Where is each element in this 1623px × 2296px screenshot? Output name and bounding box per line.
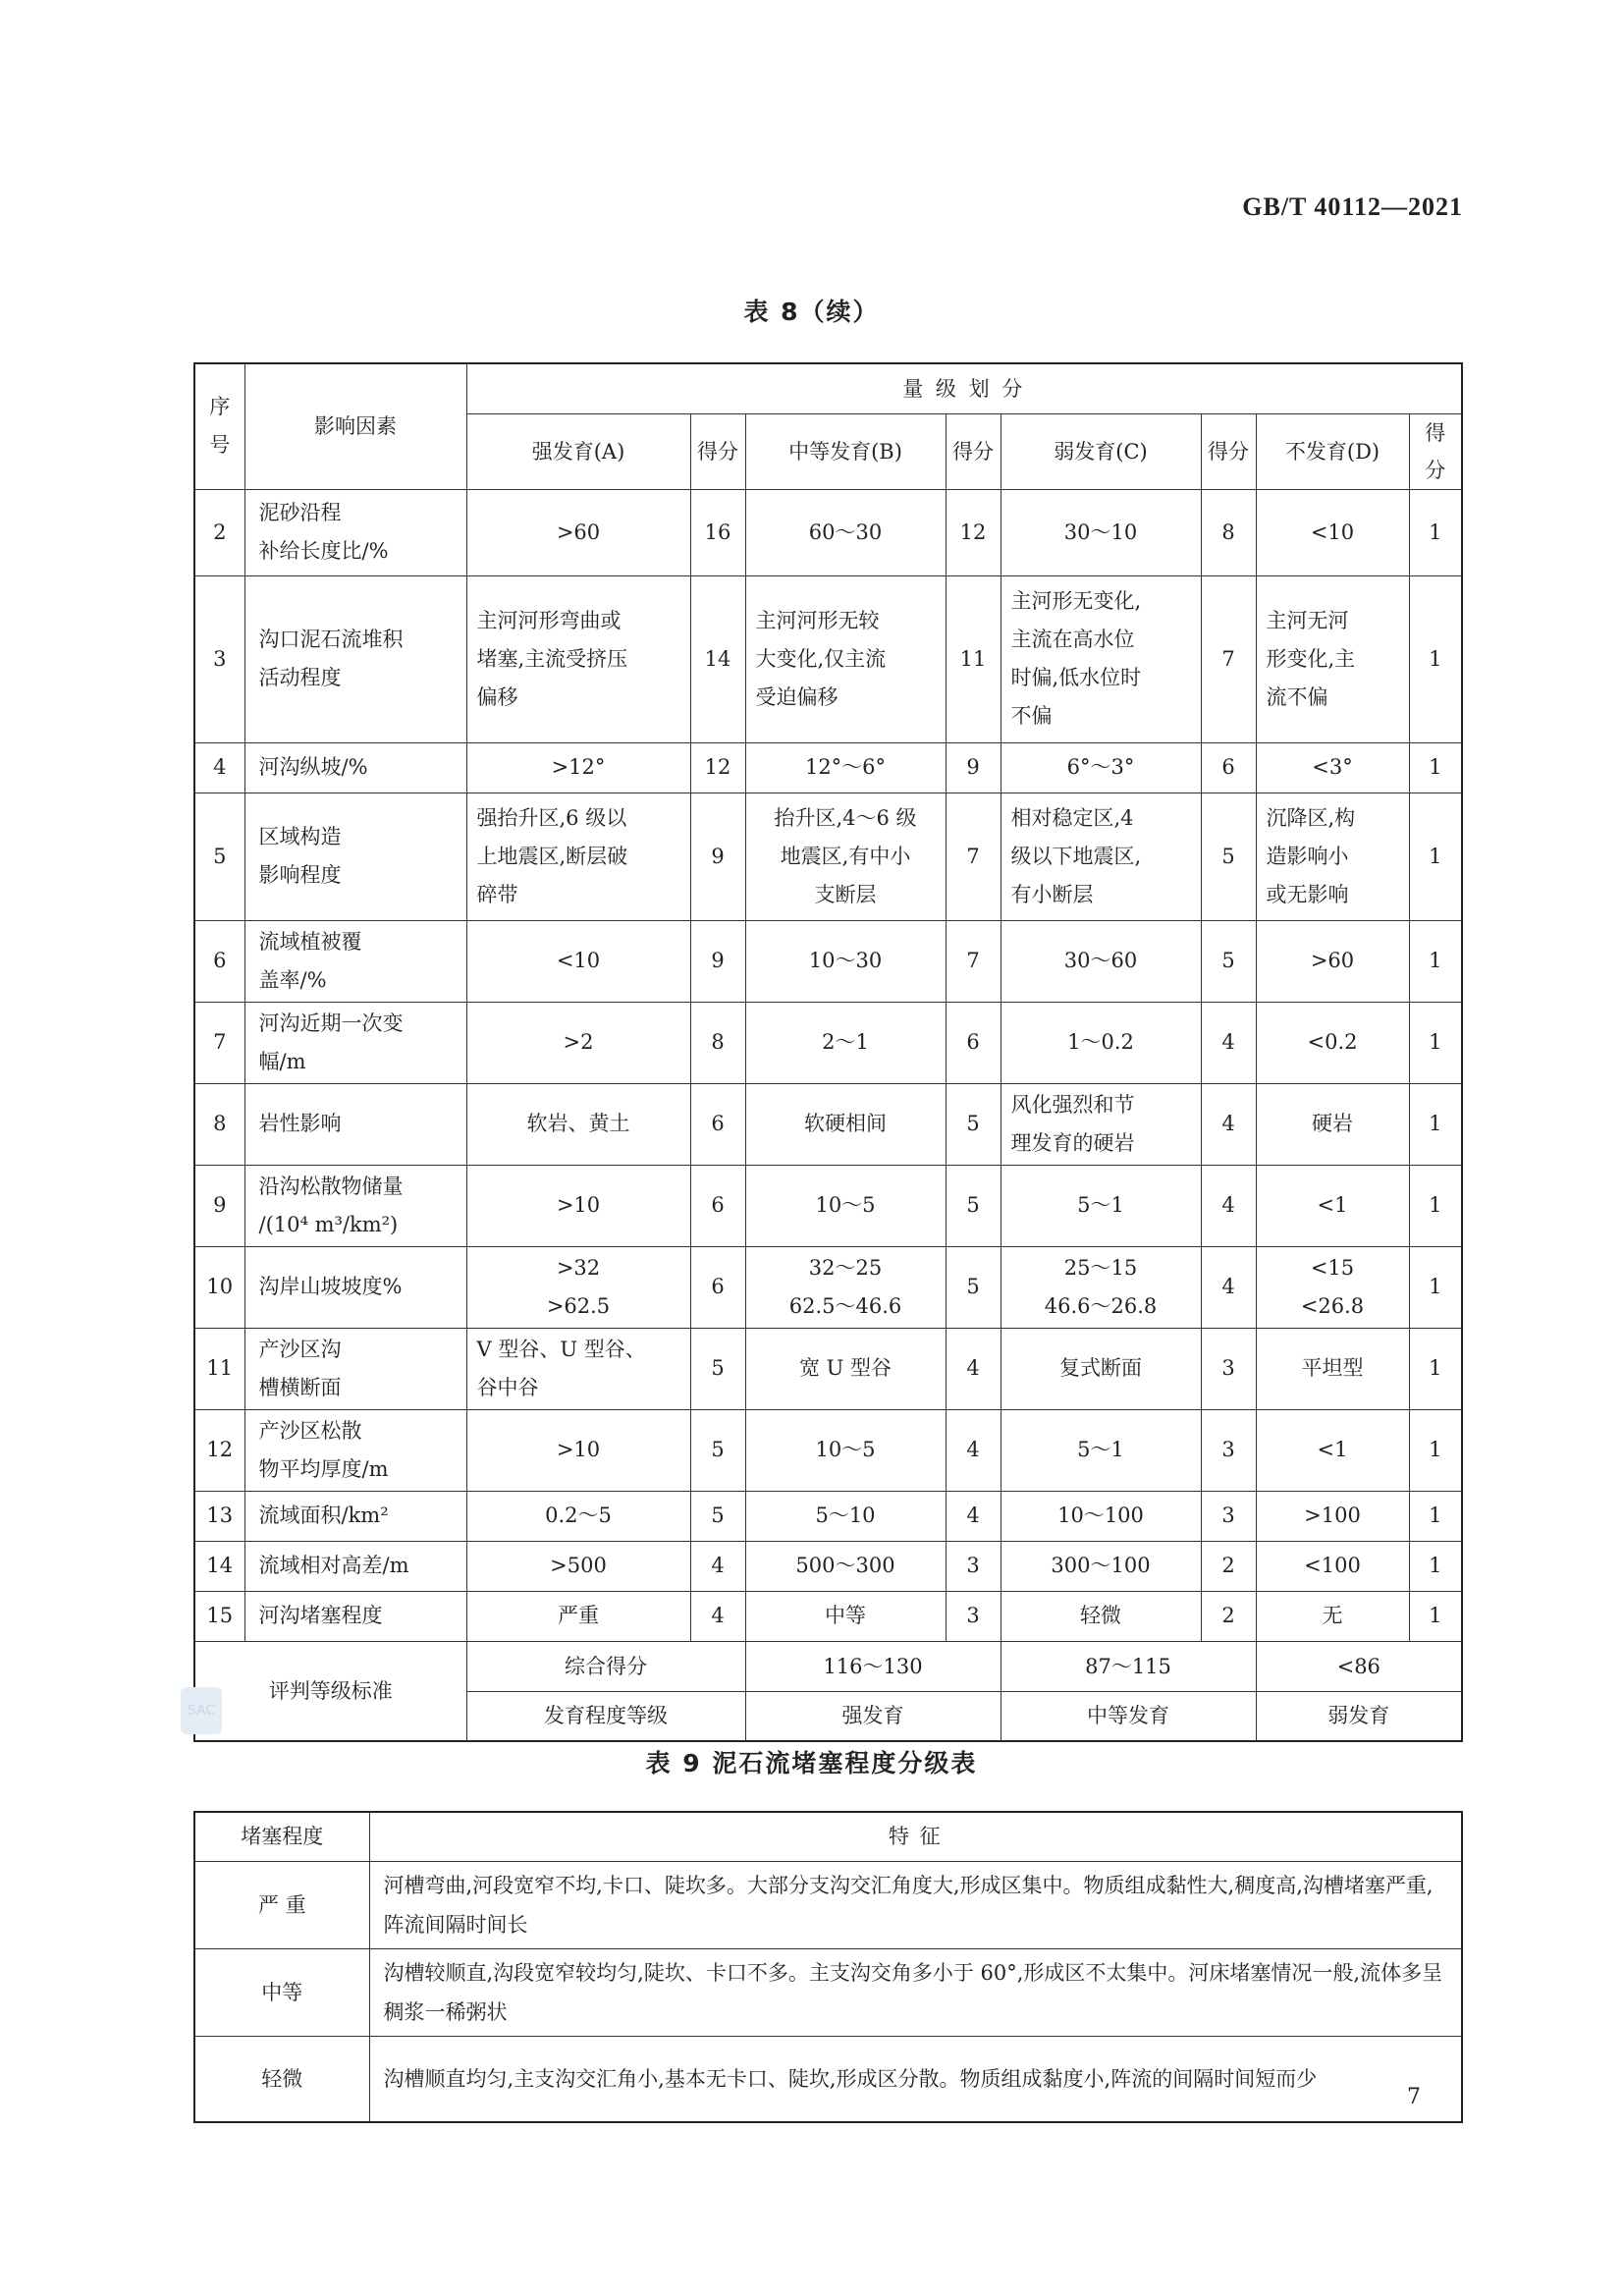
score-range-medium: 87～115 [1001, 1641, 1256, 1691]
grade-label: 发育程度等级 [466, 1691, 745, 1741]
weak-cell: 30～60 [1001, 920, 1201, 1002]
row-number: 14 [194, 1541, 244, 1591]
none-cell: 主河无河 形变化,主 流不偏 [1256, 575, 1409, 742]
score-range-strong: 116～130 [745, 1641, 1001, 1691]
factor-cell: 河沟堵塞程度 [244, 1591, 466, 1641]
score-cell: 12 [690, 742, 745, 793]
medium-cell: 5～10 [745, 1491, 946, 1541]
table8-row [194, 1409, 1462, 1491]
score-cell: 5 [690, 1491, 745, 1541]
seq-header: 序 号 [194, 363, 244, 489]
score-cell: 5 [946, 1246, 1001, 1328]
weak-cell: 复式断面 [1001, 1328, 1201, 1409]
medium-cell: 32～25 62.5～46.6 [745, 1246, 946, 1328]
score-cell: 12 [946, 489, 1001, 575]
medium-cell: 60～30 [745, 489, 946, 575]
score-cell: 4 [1201, 1083, 1256, 1165]
none-cell: <3° [1256, 742, 1409, 793]
factor-cell: 区域构造 影响程度 [244, 793, 466, 920]
blockage-degree: 轻微 [194, 2036, 369, 2122]
score-cell: 7 [946, 793, 1001, 920]
score-cell: 4 [946, 1491, 1001, 1541]
feature-header: 特 征 [369, 1812, 1462, 1861]
score-cell: 5 [690, 1409, 745, 1491]
table8 [193, 362, 1463, 1742]
score-cell: 1 [1409, 742, 1462, 793]
table8-row [194, 575, 1462, 742]
grade-medium: 中等发育 [1001, 1691, 1256, 1741]
score-cell: 11 [946, 575, 1001, 742]
medium-cell: 10～5 [745, 1165, 946, 1246]
medium-cell: 中等 [745, 1591, 946, 1641]
none-cell: >60 [1256, 920, 1409, 1002]
page-number: 7 [1407, 2085, 1421, 2109]
table9 [193, 1811, 1463, 2123]
score-cell: 7 [946, 920, 1001, 1002]
col-header-score-a: 得分 [690, 413, 745, 489]
none-cell: <100 [1256, 1541, 1409, 1591]
score-cell: 9 [690, 793, 745, 920]
score-cell: 2 [1201, 1591, 1256, 1641]
score-label: 综合得分 [466, 1641, 745, 1691]
table9-row [194, 1948, 1462, 2036]
table8-row [194, 920, 1462, 1002]
score-cell: 9 [946, 742, 1001, 793]
strong-cell: >12° [466, 742, 690, 793]
score-cell: 5 [1201, 920, 1256, 1002]
weak-cell: 相对稳定区,4 级以下地震区, 有小断层 [1001, 793, 1201, 920]
score-cell: 3 [946, 1591, 1001, 1641]
row-number: 13 [194, 1491, 244, 1541]
score-cell: 4 [946, 1409, 1001, 1491]
col-header-score-d: 得分 [1409, 413, 1462, 489]
col-header-weak: 弱发育(C) [1001, 413, 1201, 489]
row-number: 11 [194, 1328, 244, 1409]
score-cell: 4 [946, 1328, 1001, 1409]
score-cell: 4 [1201, 1246, 1256, 1328]
row-number: 10 [194, 1246, 244, 1328]
score-cell: 6 [946, 1002, 1001, 1083]
strong-cell: 0.2～5 [466, 1491, 690, 1541]
score-cell: 5 [1201, 793, 1256, 920]
score-cell: 5 [946, 1165, 1001, 1246]
medium-cell: 10～5 [745, 1409, 946, 1491]
medium-cell: 500～300 [745, 1541, 946, 1591]
score-cell: 8 [1201, 489, 1256, 575]
blockage-feature: 河槽弯曲,河段宽窄不均,卡口、陡坎多。大部分支沟交汇角度大,形成区集中。物质组成黏性大,稠度高,沟槽堵塞严重,阵流间隔时间长 [369, 1861, 1462, 1948]
row-number: 8 [194, 1083, 244, 1165]
score-cell: 1 [1409, 793, 1462, 920]
factor-cell: 流域植被覆 盖率/% [244, 920, 466, 1002]
strong-cell: >10 [466, 1165, 690, 1246]
factor-cell: 河沟纵坡/% [244, 742, 466, 793]
score-cell: 1 [1409, 1591, 1462, 1641]
strong-cell: V 型谷、U 型谷、 谷中谷 [466, 1328, 690, 1409]
medium-cell: 12°～6° [745, 742, 946, 793]
strong-cell: >32 >62.5 [466, 1246, 690, 1328]
strong-cell: >60 [466, 489, 690, 575]
score-cell: 3 [1201, 1491, 1256, 1541]
row-number: 4 [194, 742, 244, 793]
none-cell: <1 [1256, 1165, 1409, 1246]
score-cell: 1 [1409, 1246, 1462, 1328]
row-number: 15 [194, 1591, 244, 1641]
grade-strong: 强发育 [745, 1691, 1001, 1741]
score-cell: 1 [1409, 1491, 1462, 1541]
table9-row [194, 1861, 1462, 1948]
score-cell: 6 [690, 1246, 745, 1328]
strong-cell: >500 [466, 1541, 690, 1591]
table8-row [194, 1491, 1462, 1541]
medium-cell: 宽 U 型谷 [745, 1328, 946, 1409]
col-header-medium: 中等发育(B) [745, 413, 946, 489]
score-cell: 1 [1409, 575, 1462, 742]
weak-cell: 5～1 [1001, 1165, 1201, 1246]
score-cell: 4 [690, 1541, 745, 1591]
table8-row [194, 1591, 1462, 1641]
table9-row [194, 2036, 1462, 2122]
score-cell: 9 [690, 920, 745, 1002]
weak-cell: 风化强烈和节 理发育的硬岩 [1001, 1083, 1201, 1165]
table8-row [194, 1002, 1462, 1083]
score-cell: 1 [1409, 1165, 1462, 1246]
score-cell: 6 [690, 1165, 745, 1246]
strong-cell: 软岩、黄土 [466, 1083, 690, 1165]
row-number: 5 [194, 793, 244, 920]
weak-cell: 300～100 [1001, 1541, 1201, 1591]
row-number: 12 [194, 1409, 244, 1491]
blockage-degree: 中等 [194, 1948, 369, 2036]
row-number: 3 [194, 575, 244, 742]
factor-cell: 沟岸山坡坡度% [244, 1246, 466, 1328]
weak-cell: 30～10 [1001, 489, 1201, 575]
row-number: 6 [194, 920, 244, 1002]
strong-cell: <10 [466, 920, 690, 1002]
factor-cell: 流域相对高差/m [244, 1541, 466, 1591]
watermark-logo: SAC [181, 1687, 222, 1734]
weak-cell: 1～0.2 [1001, 1002, 1201, 1083]
medium-cell: 2～1 [745, 1002, 946, 1083]
score-cell: 1 [1409, 1328, 1462, 1409]
score-cell: 4 [690, 1591, 745, 1641]
score-cell: 16 [690, 489, 745, 575]
score-cell: 6 [690, 1083, 745, 1165]
score-cell: 7 [1201, 575, 1256, 742]
score-cell: 3 [1201, 1328, 1256, 1409]
blockage-feature: 沟槽顺直均匀,主支沟交汇角小,基本无卡口、陡坎,形成区分散。物质组成黏度小,阵流的间隔时间短而少 [369, 2036, 1462, 2122]
blockage-degree: 严 重 [194, 1861, 369, 1948]
factor-cell: 流域面积/km² [244, 1491, 466, 1541]
col-header-none: 不发育(D) [1256, 413, 1409, 489]
score-cell: 1 [1409, 1083, 1462, 1165]
score-cell: 14 [690, 575, 745, 742]
table8-row [194, 793, 1462, 920]
medium-cell: 软硬相间 [745, 1083, 946, 1165]
weak-cell: 10～100 [1001, 1491, 1201, 1541]
score-cell: 5 [690, 1328, 745, 1409]
degree-header: 堵塞程度 [194, 1812, 369, 1861]
weak-cell: 5～1 [1001, 1409, 1201, 1491]
none-cell: <0.2 [1256, 1002, 1409, 1083]
standard-code: GB/T 40112—2021 [1242, 192, 1463, 221]
table8-row [194, 742, 1462, 793]
standard-label: 评判等级标准 [194, 1641, 466, 1741]
factor-cell: 产沙区松散 物平均厚度/m [244, 1409, 466, 1491]
weak-cell: 6°～3° [1001, 742, 1201, 793]
score-cell: 1 [1409, 920, 1462, 1002]
factor-cell: 泥砂沿程 补给长度比/% [244, 489, 466, 575]
factor-cell: 岩性影响 [244, 1083, 466, 1165]
score-cell: 2 [1201, 1541, 1256, 1591]
table8-row [194, 1246, 1462, 1328]
table8-caption: 表 8（续） [743, 298, 880, 326]
strong-cell: 强抬升区,6 级以 上地震区,断层破 碎带 [466, 793, 690, 920]
grade-division-header: 量 级 划 分 [466, 363, 1462, 413]
strong-cell: >2 [466, 1002, 690, 1083]
none-cell: 平坦型 [1256, 1328, 1409, 1409]
none-cell: >100 [1256, 1491, 1409, 1541]
weak-cell: 主河形无变化, 主流在高水位 时偏,低水位时 不偏 [1001, 575, 1201, 742]
score-cell: 4 [1201, 1002, 1256, 1083]
col-header-score-c: 得分 [1201, 413, 1256, 489]
weak-cell: 轻微 [1001, 1591, 1201, 1641]
score-cell: 8 [690, 1002, 745, 1083]
table9-caption: 表 9 泥石流堵塞程度分级表 [645, 1749, 978, 1777]
none-cell: <15 <26.8 [1256, 1246, 1409, 1328]
factor-header: 影响因素 [244, 363, 466, 489]
row-number: 2 [194, 489, 244, 575]
blockage-feature: 沟槽较顺直,沟段宽窄较均匀,陡坎、卡口不多。主支沟交角多小于 60°,形成区不太集中。河床堵塞情况一般,流体多呈稠浆一稀粥状 [369, 1948, 1462, 2036]
score-cell: 5 [946, 1083, 1001, 1165]
none-cell: <10 [1256, 489, 1409, 575]
table8-row [194, 1165, 1462, 1246]
factor-cell: 沿沟松散物储量 /(10⁴ m³/km²) [244, 1165, 466, 1246]
table8-row [194, 1541, 1462, 1591]
strong-cell: 严重 [466, 1591, 690, 1641]
factor-cell: 沟口泥石流堆积 活动程度 [244, 575, 466, 742]
table8-row [194, 1083, 1462, 1165]
row-number: 7 [194, 1002, 244, 1083]
strong-cell: >10 [466, 1409, 690, 1491]
none-cell: 硬岩 [1256, 1083, 1409, 1165]
strong-cell: 主河河形弯曲或 堵塞,主流受挤压 偏移 [466, 575, 690, 742]
factor-cell: 产沙区沟 槽横断面 [244, 1328, 466, 1409]
score-cell: 4 [1201, 1165, 1256, 1246]
score-range-weak: <86 [1256, 1641, 1462, 1691]
weak-cell: 25～15 46.6～26.8 [1001, 1246, 1201, 1328]
score-cell: 3 [946, 1541, 1001, 1591]
col-header-score-b: 得分 [946, 413, 1001, 489]
score-cell: 1 [1409, 1002, 1462, 1083]
row-number: 9 [194, 1165, 244, 1246]
medium-cell: 抬升区,4～6 级 地震区,有中小 支断层 [745, 793, 946, 920]
score-cell: 3 [1201, 1409, 1256, 1491]
factor-cell: 河沟近期一次变 幅/m [244, 1002, 466, 1083]
col-header-strong: 强发育(A) [466, 413, 690, 489]
none-cell: 无 [1256, 1591, 1409, 1641]
none-cell: <1 [1256, 1409, 1409, 1491]
score-cell: 6 [1201, 742, 1256, 793]
score-cell: 1 [1409, 1409, 1462, 1491]
medium-cell: 主河河形无较 大变化,仅主流 受迫偏移 [745, 575, 946, 742]
table8-row [194, 489, 1462, 575]
table8-row [194, 1328, 1462, 1409]
score-cell: 1 [1409, 1541, 1462, 1591]
grade-weak: 弱发育 [1256, 1691, 1462, 1741]
score-cell: 1 [1409, 489, 1462, 575]
medium-cell: 10～30 [745, 920, 946, 1002]
none-cell: 沉降区,构 造影响小 或无影响 [1256, 793, 1409, 920]
